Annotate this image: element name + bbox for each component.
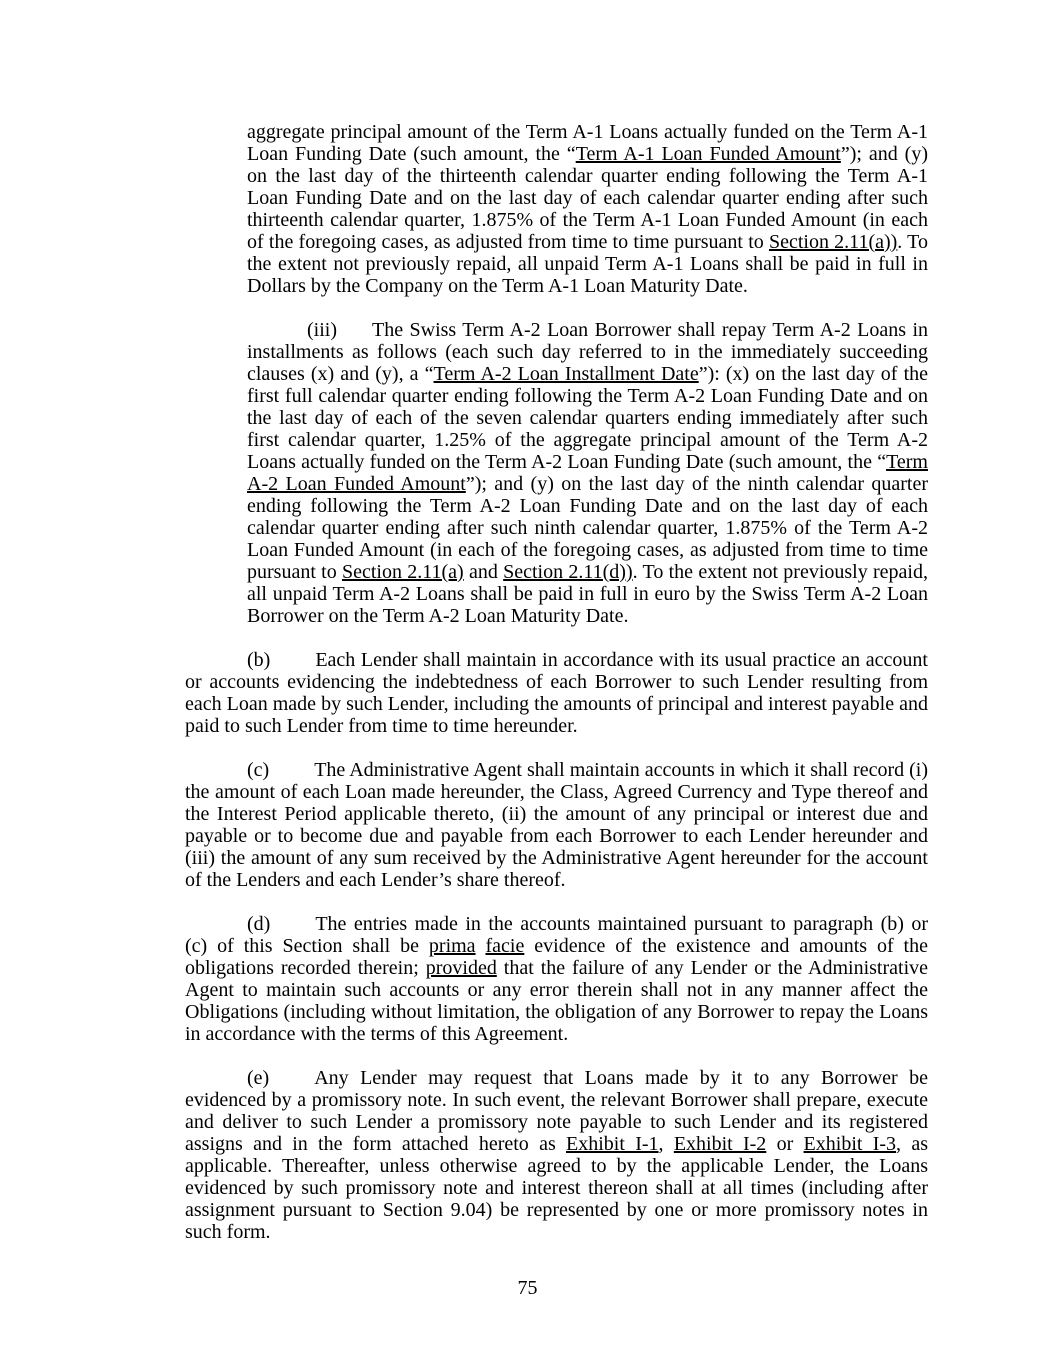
- paragraph-label: (d): [247, 913, 271, 935]
- paragraph-c-admin-agent-accounts: [185, 759, 928, 891]
- text-run: evidence of the existence and amounts of the obligations recorded therein;: [185, 935, 928, 979]
- text-run: ”): (x) on the last day of the first full calendar quarter ending following the Term A-2 Loan Funding Date and on the last day of each of the seven calendar quarters ending immediately after such first calendar quarter, 1.25% of the aggregate principal amount of the Term A-2 Loans actually funded on the Term A-2 Loan Funding Date (such amount, the “: [247, 363, 929, 473]
- paragraph-text: [185, 1067, 928, 1243]
- paragraph-e-promissory-notes: [185, 1067, 928, 1243]
- text-run: or: [766, 1133, 804, 1155]
- text-run: ”); and (y) on the last day of the thirteenth calendar quarter ending following the Term A-1 Loan Funding Date and on the last day of each calendar quarter ending after such thirteenth calendar quarter, 1.875% of the Term A-1 Loan Funded Amount (in each of the foregoing cases, as adjusted from time to time pursuant to: [247, 143, 928, 253]
- paragraph-text: [185, 759, 928, 891]
- paragraph-term-a1-continuation: [247, 121, 928, 297]
- underlined-term: facie: [485, 935, 525, 957]
- underlined-term: Section 2.11(d)): [503, 561, 633, 583]
- underlined-term: Exhibit I-3: [803, 1133, 897, 1155]
- underlined-term: prima: [428, 935, 476, 957]
- text-run: aggregate principal amount of the Term A-1 Loans actually funded on the Term A-1 Loan Funding Date (such amount, the “: [247, 121, 928, 165]
- text-run: . To the extent not previously repaid, all unpaid Term A-2 Loans shall be paid in full in euro by the Swiss Term A-2 Loan Borrower on the Term A-2 Loan Maturity Date.: [247, 561, 928, 627]
- underlined-term: Exhibit I-1: [566, 1133, 659, 1155]
- underlined-term: Term A-1 Loan Funded Amount: [575, 143, 841, 165]
- underlined-term: provided: [425, 957, 497, 979]
- paragraph-label: (c): [247, 759, 270, 781]
- underlined-term: Term A-2 Loan Installment Date: [433, 363, 699, 385]
- page-number: 75: [517, 1277, 538, 1299]
- text-run: , as applicable. Thereafter, unless otherwise agreed to by the applicable Lender, the Loans evidenced by such promissory note and interest thereon shall at all times (including after assignment pursuant to Section 9.04) be represented by one or more promissory notes in such form.: [185, 1133, 928, 1243]
- text-run: Each Lender shall maintain in accordance with its usual practice an account or accounts evidencing the indebtedness of each Borrower to such Lender resulting from each Loan made by such Lender, including the amounts of principal and interest payable and paid to such Lender from time to time hereunder.: [185, 649, 928, 737]
- text-run: that the failure of any Lender or the Administrative Agent to maintain such accounts or any error therein shall not in any manner affect the Obligations (including without limitation, the obligation of any Borrower to repay the Loans in accordance with the terms of this Agreement.: [185, 957, 929, 1045]
- text-run: The entries made in the accounts maintained pursuant to paragraph (b) or (c) of this Section shall be: [185, 913, 928, 957]
- paragraph-label: (b): [247, 649, 271, 671]
- paragraph-d-account-entries: [185, 913, 928, 1045]
- underlined-term: Term A-2 Loan Funded Amount: [247, 451, 928, 495]
- text-run: [476, 935, 486, 957]
- text-run: The Swiss Term A-2 Loan Borrower shall repay Term A-2 Loans in installments as follows (each such day referred to in the immediately succeeding clauses (x) and (y), a “: [247, 319, 928, 385]
- document-body: [185, 121, 928, 1243]
- paragraph-text: [247, 319, 928, 627]
- underlined-term: Section 2.11(a): [341, 561, 464, 583]
- paragraph-b-lender-accounts: [185, 649, 928, 737]
- paragraph-text: [185, 913, 928, 1045]
- paragraph-text: [247, 121, 928, 297]
- paragraph-iii-term-a2-repayment: [247, 319, 928, 627]
- text-run: The Administrative Agent shall maintain accounts in which it shall record (i) the amount of each Loan made hereunder, the Class, Agreed Currency and Type thereof and the Interest Period applicable thereto, (ii) the amount of any principal or interest due and payable or to become due and payable from each Borrower to each Lender hereunder and (iii) the amount of any sum received by the Administrative Agent hereunder for the account of the Lenders and each Lender’s share thereof.: [185, 759, 928, 891]
- text-run: and: [463, 561, 504, 583]
- text-run: ”); and (y) on the last day of the ninth calendar quarter ending following the Term A-2 Loan Funding Date and on the last day of each calendar quarter ending after such ninth calendar quarter, 1.875% of the Term A-2 Loan Funded Amount (in each of the foregoing cases, as adjusted from time to time pursuant to: [247, 473, 928, 583]
- underlined-term: Exhibit I-2: [673, 1133, 767, 1155]
- underlined-term: Section 2.11(a)): [768, 231, 898, 253]
- text-run: Any Lender may request that Loans made by it to any Borrower be evidenced by a promissory note. In such event, the relevant Borrower shall prepare, execute and deliver to such Lender a promissory note payable to such Lender and its registered assigns and in the form attached hereto as: [185, 1067, 928, 1155]
- paragraph-label: (e): [247, 1067, 270, 1089]
- paragraph-label: (iii): [307, 319, 337, 341]
- paragraph-text: [185, 649, 928, 737]
- text-run: . To the extent not previously repaid, all unpaid Term A-1 Loans shall be paid in full in Dollars by the Company on the Term A-1 Loan Maturity Date.: [247, 231, 928, 297]
- text-run: ,: [658, 1133, 674, 1155]
